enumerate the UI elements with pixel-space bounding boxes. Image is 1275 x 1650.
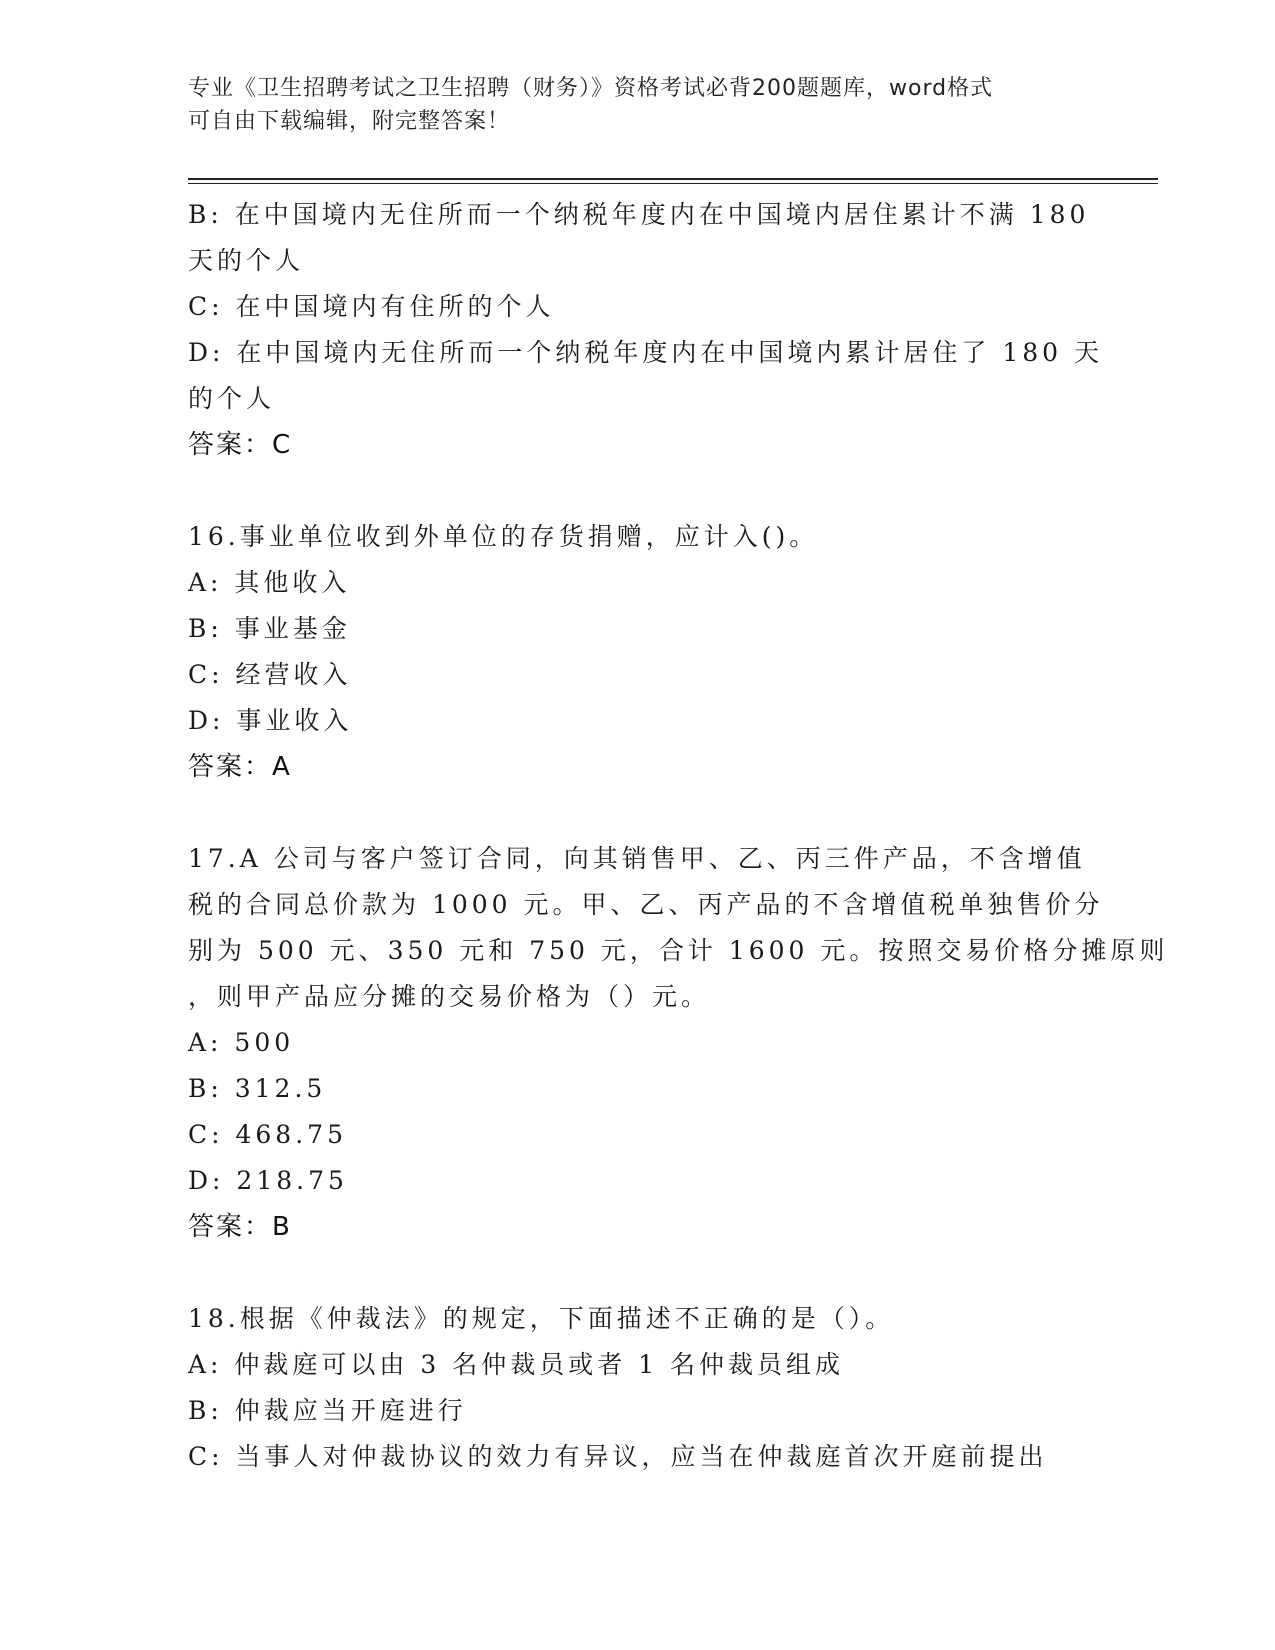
header-divider-thin — [188, 183, 1158, 184]
q15-answer: 答案：C — [188, 430, 293, 460]
q18-option-a: A: 仲裁庭可以由 3 名仲裁员或者 1 名仲裁员组成 — [188, 1350, 845, 1379]
q16-option-b: B: 事业基金 — [188, 614, 351, 643]
header-divider-thick — [188, 178, 1158, 180]
question-15-block — [188, 192, 1104, 468]
q17-option-c: C: 468.75 — [188, 1120, 347, 1149]
q15-option-d-line-2: 的个人 — [188, 384, 276, 413]
header-line-1: 专业《卫生招聘考试之卫生招聘（财务）》资格考试必背200题题库，word格式 — [188, 76, 994, 101]
document-body — [188, 192, 1169, 1480]
q17-option-d: D: 218.75 — [188, 1166, 348, 1195]
header-line-2: 可自由下载编辑，附完整答案！ — [188, 109, 511, 134]
q17-option-b: B: 312.5 — [188, 1074, 327, 1103]
question-18-block — [188, 1296, 1068, 1480]
q18-option-c: C: 当事人对仲裁协议的效力有异议，应当在仲裁庭首次开庭前提出 — [188, 1442, 1048, 1471]
q17-question-line-1: 17.A 公司与客户签订合同，向其销售甲、乙、丙三件产品，不含增值 — [188, 844, 1086, 873]
question-16-block — [188, 514, 1068, 790]
q15-option-c: C: 在中国境内有住所的个人 — [188, 292, 555, 321]
q16-question: 16.事业单位收到外单位的存货捐赠，应计入()。 — [188, 522, 819, 551]
q17-question-line-4: ，则甲产品应分摊的交易价格为（）元。 — [188, 982, 711, 1011]
spacer — [188, 1250, 1068, 1296]
q18-question: 18.根据《仲裁法》的规定，下面描述不正确的是（）。 — [188, 1304, 895, 1333]
spacer — [188, 468, 1068, 514]
q17-option-a: A: 500 — [188, 1028, 295, 1057]
q17-question-line-2: 税的合同总价款为 1000 元。甲、乙、丙产品的不含增值税单独售价分 — [188, 890, 1104, 919]
q16-answer: 答案：A — [188, 752, 292, 782]
q16-option-a: A: 其他收入 — [188, 568, 351, 597]
q15-option-d-line-1: D: 在中国境内无住所而一个纳税年度内在中国境内累计居住了 180 天 — [188, 338, 1104, 367]
q17-answer: 答案：B — [188, 1212, 292, 1242]
q15-option-b-line-1: B: 在中国境内无住所而一个纳税年度内在中国境内居住累计不满 180 — [188, 200, 1090, 229]
q18-option-b: B: 仲裁应当开庭进行 — [188, 1396, 467, 1425]
q16-option-d: D: 事业收入 — [188, 706, 353, 735]
document-header — [188, 72, 1088, 138]
question-17-block — [188, 836, 1169, 1250]
q16-option-c: C: 经营收入 — [188, 660, 352, 689]
q15-option-b-line-2: 天的个人 — [188, 246, 305, 275]
q17-question-line-3: 别为 500 元、350 元和 750 元，合计 1600 元。按照交易价格分摊原则 — [188, 936, 1169, 965]
spacer — [188, 790, 1068, 836]
